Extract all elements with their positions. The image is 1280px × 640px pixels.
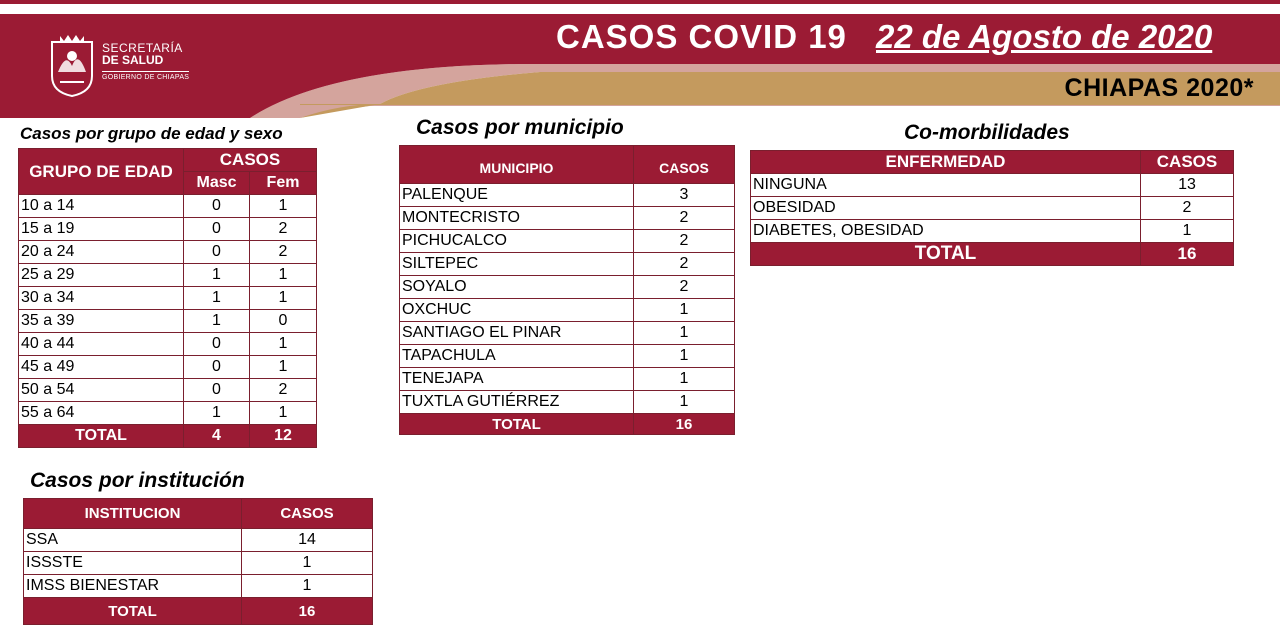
municipio-name-cell: OXCHUC xyxy=(400,299,634,322)
masc-header: Masc xyxy=(184,172,250,195)
age-group-header: GRUPO DE EDAD xyxy=(19,149,184,195)
brand-line-3: GOBIERNO DE CHIAPAS xyxy=(102,71,189,81)
municipio-total-row xyxy=(400,414,735,435)
table-row xyxy=(400,345,735,368)
fem-cell: 2 xyxy=(250,379,317,402)
table-row xyxy=(400,276,735,299)
municipio-cases-cell: 2 xyxy=(634,276,735,299)
institution-cases-cell: 1 xyxy=(242,575,373,598)
municipio-name-cell: TAPACHULA xyxy=(400,345,634,368)
municipio-title: Casos por municipio xyxy=(416,116,624,139)
table-row xyxy=(24,552,373,575)
table-row xyxy=(19,402,317,425)
disease-name-cell: NINGUNA xyxy=(751,174,1141,197)
age-group-cell: 15 a 19 xyxy=(19,218,184,241)
fem-header: Fem xyxy=(250,172,317,195)
fem-cell: 1 xyxy=(250,195,317,218)
total-label: TOTAL xyxy=(19,425,184,448)
disease-name-cell: DIABETES, OBESIDAD xyxy=(751,220,1141,243)
table-row xyxy=(400,184,735,207)
brand-text xyxy=(102,42,189,81)
total-label: TOTAL xyxy=(751,243,1141,266)
table-row xyxy=(19,195,317,218)
table-row xyxy=(400,207,735,230)
comorbidities-title: Co-morbilidades xyxy=(904,121,1070,144)
age-sex-table xyxy=(18,148,317,448)
age-group-cell: 25 a 29 xyxy=(19,264,184,287)
municipio-name-cell: SOYALO xyxy=(400,276,634,299)
municipio-cases-cell: 1 xyxy=(634,299,735,322)
total-value: 16 xyxy=(242,598,373,625)
region-label: CHIAPAS 2020* xyxy=(1064,74,1254,102)
municipio-cases-cell: 1 xyxy=(634,368,735,391)
municipio-cases-cell: 1 xyxy=(634,345,735,368)
age-group-cell: 50 a 54 xyxy=(19,379,184,402)
table-row xyxy=(24,529,373,552)
table-row xyxy=(400,322,735,345)
table-row xyxy=(751,220,1234,243)
fem-cell: 1 xyxy=(250,356,317,379)
table-row xyxy=(19,241,317,264)
total-label: TOTAL xyxy=(24,598,242,625)
masc-cell: 0 xyxy=(184,356,250,379)
total-masc: 4 xyxy=(184,425,250,448)
municipio-name-cell: MONTECRISTO xyxy=(400,207,634,230)
municipio-cases-cell: 1 xyxy=(634,391,735,414)
municipio-name-cell: TUXTLA GUTIÉRREZ xyxy=(400,391,634,414)
municipio-table xyxy=(399,145,735,435)
fem-cell: 2 xyxy=(250,241,317,264)
fem-cell: 1 xyxy=(250,264,317,287)
disease-cases-cell: 1 xyxy=(1141,220,1234,243)
institution-cases-cell: 14 xyxy=(242,529,373,552)
total-value: 16 xyxy=(634,414,735,435)
table-row xyxy=(19,287,317,310)
brand-line-2: DE SALUD xyxy=(102,53,164,67)
age-sex-title: Casos por grupo de edad y sexo xyxy=(20,124,283,143)
disease-name-cell: OBESIDAD xyxy=(751,197,1141,220)
masc-cell: 1 xyxy=(184,310,250,333)
institution-name-cell: ISSSTE xyxy=(24,552,242,575)
brand-line-1: SECRETARÍA xyxy=(102,41,183,55)
masc-cell: 0 xyxy=(184,241,250,264)
disease-header: ENFERMEDAD xyxy=(751,151,1141,174)
institution-name-cell: SSA xyxy=(24,529,242,552)
municipio-name-cell: PALENQUE xyxy=(400,184,634,207)
total-fem: 12 xyxy=(250,425,317,448)
masc-cell: 0 xyxy=(184,195,250,218)
municipio-cases-cell: 2 xyxy=(634,207,735,230)
municipio-cases-cell: 3 xyxy=(634,184,735,207)
fem-cell: 0 xyxy=(250,310,317,333)
disease-cases-cell: 2 xyxy=(1141,197,1234,220)
municipio-cases-cell: 1 xyxy=(634,322,735,345)
municipio-name-cell: SILTEPEC xyxy=(400,253,634,276)
table-row xyxy=(24,575,373,598)
table-row xyxy=(751,197,1234,220)
municipio-header: MUNICIPIO xyxy=(400,146,634,184)
secretaria-salud-logo xyxy=(46,32,98,98)
table-row xyxy=(19,264,317,287)
masc-cell: 1 xyxy=(184,402,250,425)
masc-cell: 1 xyxy=(184,287,250,310)
fem-cell: 1 xyxy=(250,287,317,310)
age-group-cell: 30 a 34 xyxy=(19,287,184,310)
institution-total-row xyxy=(24,598,373,625)
masc-cell: 0 xyxy=(184,379,250,402)
fem-cell: 1 xyxy=(250,402,317,425)
table-row xyxy=(19,310,317,333)
fem-cell: 2 xyxy=(250,218,317,241)
total-label: TOTAL xyxy=(400,414,634,435)
table-row xyxy=(19,379,317,402)
table-row xyxy=(19,333,317,356)
institution-cases-header: CASOS xyxy=(242,499,373,529)
masc-cell: 0 xyxy=(184,333,250,356)
cases-header: CASOS xyxy=(184,149,317,172)
municipio-cases-cell: 2 xyxy=(634,230,735,253)
municipio-cases-cell: 2 xyxy=(634,253,735,276)
municipio-name-cell: SANTIAGO EL PINAR xyxy=(400,322,634,345)
table-row xyxy=(19,356,317,379)
table-row xyxy=(400,230,735,253)
municipio-cases-header: CASOS xyxy=(634,146,735,184)
comorbidities-total-row xyxy=(751,243,1234,266)
institution-name-cell: IMSS BIENESTAR xyxy=(24,575,242,598)
table-row xyxy=(751,174,1234,197)
age-group-cell: 10 a 14 xyxy=(19,195,184,218)
age-group-cell: 20 a 24 xyxy=(19,241,184,264)
institution-title: Casos por institución xyxy=(30,469,245,492)
page-title: CASOS COVID 19 xyxy=(556,18,847,55)
age-group-cell: 55 a 64 xyxy=(19,402,184,425)
institution-header: INSTITUCION xyxy=(24,499,242,529)
total-value: 16 xyxy=(1141,243,1234,266)
table-row xyxy=(400,391,735,414)
comorbidities-table xyxy=(750,150,1234,266)
fem-cell: 1 xyxy=(250,333,317,356)
institution-cases-cell: 1 xyxy=(242,552,373,575)
institution-table xyxy=(23,498,373,625)
municipio-name-cell: PICHUCALCO xyxy=(400,230,634,253)
table-row xyxy=(19,218,317,241)
table-row xyxy=(400,299,735,322)
masc-cell: 1 xyxy=(184,264,250,287)
table-row xyxy=(400,253,735,276)
age-group-cell: 40 a 44 xyxy=(19,333,184,356)
age-group-cell: 35 a 39 xyxy=(19,310,184,333)
municipio-name-cell: TENEJAPA xyxy=(400,368,634,391)
report-date: 22 de Agosto de 2020 xyxy=(876,18,1213,55)
age-group-cell: 45 a 49 xyxy=(19,356,184,379)
masc-cell: 0 xyxy=(184,218,250,241)
disease-cases-header: CASOS xyxy=(1141,151,1234,174)
disease-cases-cell: 13 xyxy=(1141,174,1234,197)
table-row xyxy=(400,368,735,391)
age-total-row xyxy=(19,425,317,448)
